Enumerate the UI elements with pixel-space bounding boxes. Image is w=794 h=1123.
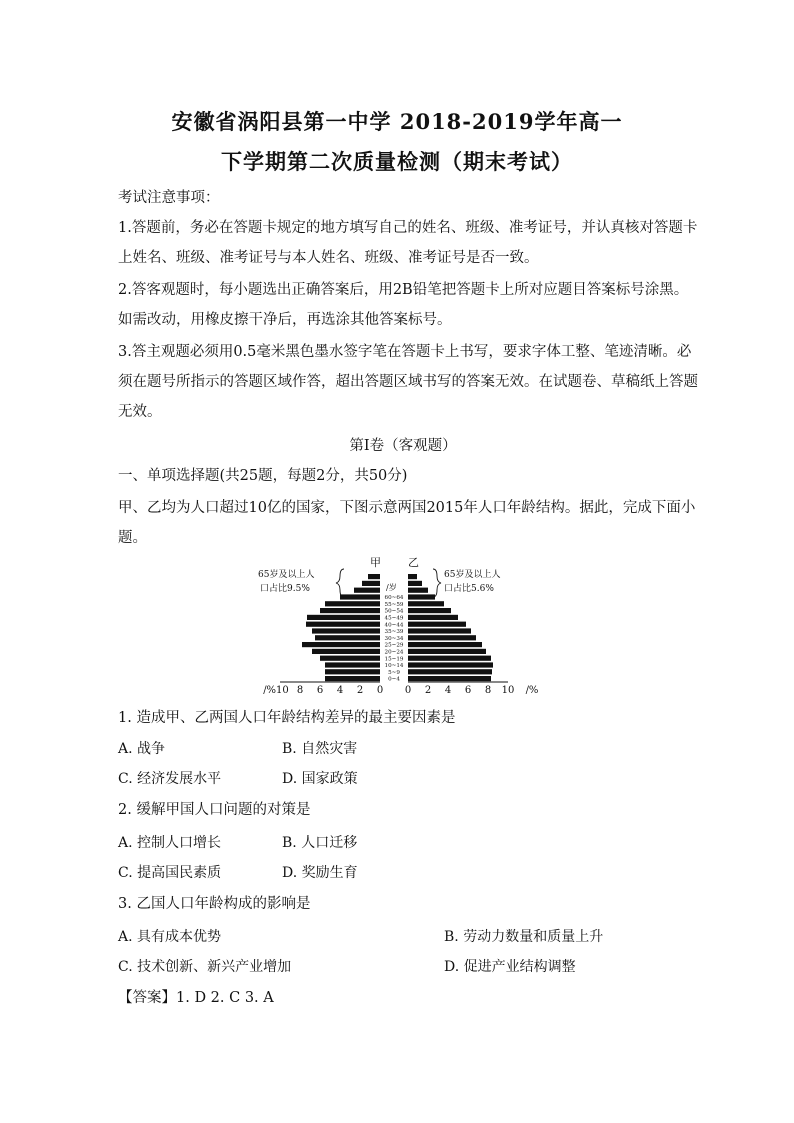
- right-annotation-brace: [433, 569, 441, 597]
- question-2-stem: 2. 缓解甲国人口问题的对策是: [118, 802, 311, 818]
- bar-yi-30~34: [408, 635, 476, 640]
- bar-yi-65+b: [408, 581, 422, 586]
- bar-yi-0~4: [408, 676, 491, 681]
- tick-left-label: 0: [376, 685, 384, 696]
- answer-key: 【答案】1. D 2. C 3. A: [118, 990, 274, 1006]
- page-title-line2: 下学期第二次质量检测（期末考试）: [221, 149, 573, 174]
- tick-left-label: 6: [316, 685, 324, 696]
- age-label: 5~9: [388, 669, 400, 676]
- bar-jia-45~49: [307, 615, 380, 620]
- x-axis-ticks: [263, 685, 538, 696]
- q3-option-c[interactable]: C. 技术创新、新兴产业增加: [118, 959, 292, 975]
- age-label: 15~19: [384, 656, 404, 663]
- notice-heading: 考试注意事项：: [118, 190, 220, 206]
- bar-yi-60~64: [408, 594, 435, 599]
- right-annotation-line2: 口占比5.6%: [444, 584, 494, 594]
- q3-option-a[interactable]: A. 具有成本优势: [118, 929, 222, 945]
- tick-right-label: /%: [525, 685, 539, 696]
- bar-yi-5~9: [408, 669, 492, 674]
- right-series-label: 乙: [408, 556, 419, 569]
- tick-left-label: 4: [336, 685, 344, 696]
- bar-yi-20~24: [408, 649, 486, 654]
- age-label: 0~4: [388, 676, 400, 683]
- bar-jia-40~44: [306, 622, 380, 627]
- tick-left-label: 2: [356, 685, 364, 696]
- section-subtitle: 一、单项选择题(共25题，每题2分，共50分): [118, 468, 408, 484]
- question-1-stem: 1. 造成甲、乙两国人口年龄结构差异的最主要因素是: [118, 710, 456, 726]
- tick-right-label: 0: [404, 685, 412, 696]
- population-pyramid-chart: [250, 556, 550, 698]
- age-label: 25~29: [384, 642, 404, 649]
- bar-yi-65+c: [408, 574, 417, 579]
- bar-jia-0~4: [325, 676, 380, 681]
- q3-option-d[interactable]: D. 促进产业结构调整: [444, 959, 576, 975]
- q2-option-d[interactable]: D. 奖励生育: [282, 865, 358, 881]
- left-annotation-line2: 口占比9.5%: [260, 584, 310, 594]
- bar-yi-45~49: [408, 615, 458, 620]
- bar-yi-65+a: [408, 588, 428, 593]
- bar-jia-30~34: [315, 635, 380, 640]
- tick-left-label: /%10: [263, 685, 289, 696]
- q1-option-b[interactable]: B. 自然灾害: [282, 741, 358, 757]
- tick-right-label: 8: [484, 685, 492, 696]
- tick-right-label: 2: [424, 685, 432, 696]
- left-annotation-line1: 65岁及以上人: [258, 570, 315, 580]
- page-title-line1: 安徽省涡阳县第一中学 2018-2019学年高一: [171, 109, 623, 134]
- tick-right-label: 6: [464, 685, 472, 696]
- left-annotation-brace: [336, 569, 344, 597]
- notice-line: 须在题号所指示的答题区域作答，超出答题区域书写的答案无效。在试题卷、草稿纸上答题: [118, 374, 698, 390]
- bar-yi-55~59: [408, 601, 444, 606]
- q1-option-c[interactable]: C. 经济发展水平: [118, 771, 222, 787]
- bar-jia-15~19: [320, 656, 380, 661]
- bar-jia-50~54: [320, 608, 380, 613]
- age-label: 30~34: [384, 635, 404, 642]
- age-label: 60~64: [384, 595, 404, 602]
- bar-yi-50~54: [408, 608, 451, 613]
- age-label: 35~39: [384, 629, 404, 636]
- age-label: 45~49: [384, 615, 404, 622]
- question-3-stem: 3. 乙国人口年龄构成的影响是: [118, 896, 311, 912]
- bar-yi-35~39: [408, 628, 471, 633]
- bar-jia-35~39: [312, 628, 380, 633]
- bar-jia-65+a: [354, 588, 380, 593]
- age-group-labels: [385, 595, 404, 683]
- notice-line: 无效。: [118, 404, 162, 420]
- q1-option-a[interactable]: A. 战争: [118, 741, 166, 757]
- bar-jia-10~14: [325, 662, 380, 667]
- question-intro: 甲、乙均为人口超过10亿的国家，下图示意两国2015年人口年龄结构。据此，完成下面小: [118, 500, 696, 516]
- left-series-label: 甲: [370, 556, 381, 569]
- section-title: 第Ⅰ卷（客观题）: [349, 438, 457, 454]
- age-label: 40~44: [384, 622, 404, 629]
- question-intro: 题。: [118, 530, 147, 546]
- center-unit-label: /岁: [386, 583, 397, 592]
- notice-line: 3.答主观题必须用0.5毫米黑色墨水签字笔在答题卡上书写，要求字体工整、笔迹清晰。必: [118, 344, 692, 360]
- bars-series-jia: [302, 574, 380, 681]
- bar-jia-25~29: [302, 642, 380, 647]
- age-label: 10~14: [384, 663, 404, 670]
- bar-yi-40~44: [408, 622, 466, 627]
- bar-jia-55~59: [325, 601, 380, 606]
- bar-yi-15~19: [408, 656, 491, 661]
- bar-jia-65+b: [362, 581, 380, 586]
- q2-option-b[interactable]: B. 人口迁移: [282, 835, 358, 851]
- bar-jia-5~9: [325, 669, 380, 674]
- bar-jia-60~64: [340, 594, 380, 599]
- bar-jia-20~24: [312, 649, 380, 654]
- tick-right-label: 4: [444, 685, 452, 696]
- q2-option-a[interactable]: A. 控制人口增长: [118, 835, 222, 851]
- bar-jia-65+c: [368, 574, 380, 579]
- bar-yi-10~14: [408, 662, 493, 667]
- age-label: 55~59: [384, 601, 404, 608]
- q1-option-d[interactable]: D. 国家政策: [282, 771, 358, 787]
- q3-option-b[interactable]: B. 劳动力数量和质量上升: [444, 929, 604, 945]
- notice-line: 1.答题前，务必在答题卡规定的地方填写自己的姓名、班级、准考证号，并认真核对答题卡: [118, 220, 698, 236]
- notice-line: 如需改动，用橡皮擦干净后，再选涂其他答案标号。: [118, 312, 452, 328]
- tick-left-label: 8: [296, 685, 304, 696]
- q2-option-c[interactable]: C. 提高国民素质: [118, 865, 222, 881]
- tick-right-label: 10: [501, 685, 515, 696]
- age-label: 20~24: [384, 649, 404, 656]
- right-annotation-line1: 65岁及以上人: [444, 570, 501, 580]
- notice-line: 2.答客观题时，每小题选出正确答案后，用2B铅笔把答题卡上所对应题目答案标号涂黑。: [118, 282, 689, 298]
- bar-yi-25~29: [408, 642, 482, 647]
- age-label: 50~54: [384, 608, 404, 615]
- notice-line: 上姓名、班级、准考证号与本人姓名、班级、准考证号是否一致。: [118, 250, 539, 266]
